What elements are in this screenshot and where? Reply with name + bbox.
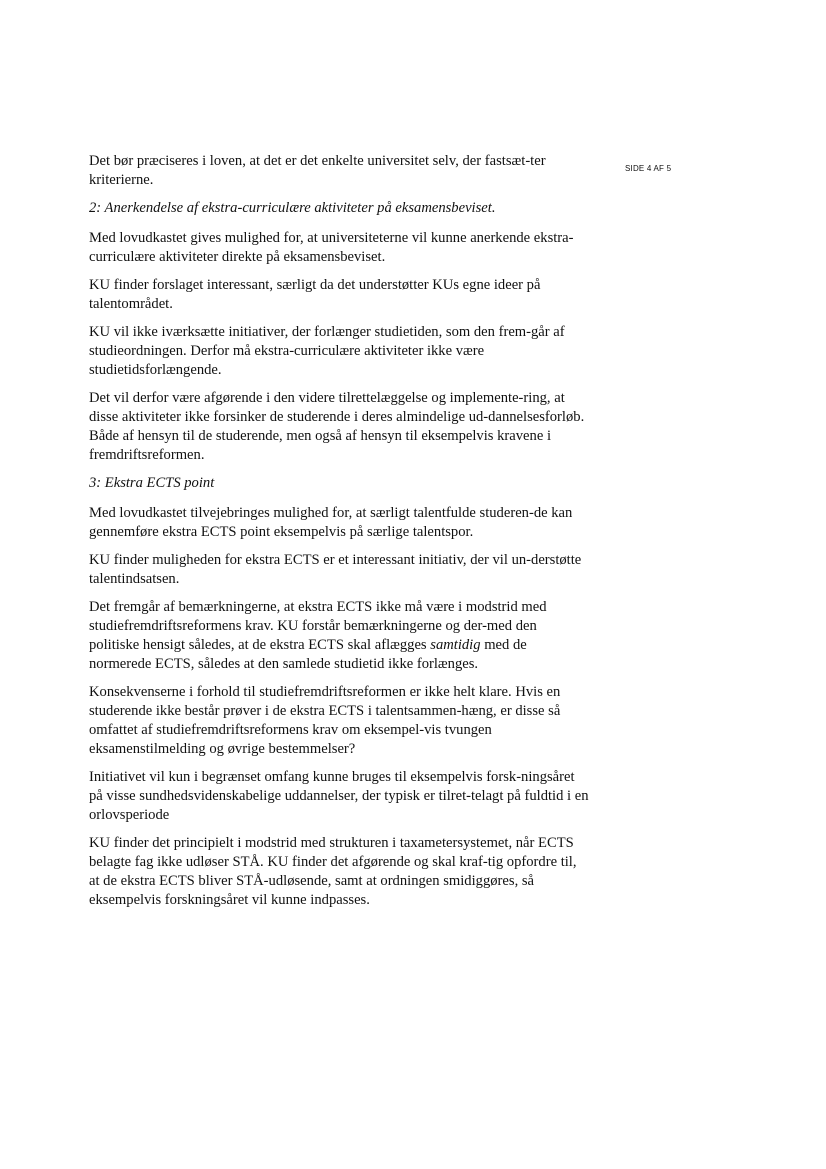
paragraph: KU vil ikke iværksætte initiativer, der forlænger studietiden, som den frem-går af studieordningen. Derfor må ekstra-curriculære aktiviteter ikke være studietidsforlængende. — [89, 324, 565, 378]
paragraph: KU finder det principielt i modstrid med strukturen i taxametersystemet, når ECTS belagte fag ikke udløser STÅ. KU finder det afgørende og skal kraf-tig opfordre til, at de ekstra ECTS bliver STÅ-udløsende, samt at ordningen smidiggøres, så eksempelvis forskningsåret vil kunne indpasses. — [89, 835, 577, 908]
paragraph-criteria: Det bør præciseres i loven, at det er det enkelte universitet selv, der fastsæt-ter kriterierne. — [89, 153, 546, 188]
text-after: med de normerede ECTS, således at den samlede studietid ikke forlænges. — [89, 637, 527, 672]
paragraph-samtidig — [89, 598, 589, 674]
paragraph: Det vil derfor være afgørende i den videre tilrettelæggelse og implemente-ring, at disse aktiviteter ikke forsinker de studerende i deres almindelige ud-dannelsesforløb. Både af hensyn til de studerende, men også af hensyn til eksempelvis kravene i fremdriftsreformen. — [89, 390, 585, 463]
page-number-label: SIDE 4 AF 5 — [625, 164, 672, 173]
section-heading-2: 2: Anerkendelse af ekstra-curriculære aktiviteter på eksamensbeviset. — [89, 200, 496, 216]
paragraph: Initiativet vil kun i begrænset omfang kunne bruges til eksempelvis forsk-ningsåret på visse sundhedsvidenskabelige uddannelser, der typisk er tilret-telagt på fuldtid i en orlovsperiode — [89, 769, 589, 823]
text-before: Det fremgår af bemærkningerne, at ekstra ECTS ikke må være i modstrid med studiefremdriftsreformens krav. KU forstår bemærkningerne og der-med den politiske hensigt således, at de ekstra ECTS skal aflægges — [89, 599, 547, 653]
paragraph: Med lovudkastet tilvejebringes mulighed for, at særligt talentfulde studeren-de kan gennemføre ekstra ECTS point eksempelvis på særlige talentspor. — [89, 505, 573, 540]
section-heading-3: 3: Ekstra ECTS point — [89, 475, 215, 491]
paragraph: KU finder muligheden for ekstra ECTS er et interessant initiativ, der vil un-derstøtte talentindsatsen. — [89, 552, 582, 587]
document-body — [89, 152, 589, 919]
paragraph: Konsekvenserne i forhold til studiefremdriftsreformen er ikke helt klare. Hvis en studerende ikke består prøver i de ekstra ECTS i talentsammen-hæng, er disse så omfattet af studiefremdriftsreformens krav om eksempel-vis tvungen eksamenstilmelding og øvrige bestemmelser? — [89, 684, 561, 757]
paragraph: KU finder forslaget interessant, særligt da det understøtter KUs egne ideer på talentområdet. — [89, 277, 541, 312]
paragraph: Med lovudkastet gives mulighed for, at universiteterne vil kunne anerkende ekstra-curriculære aktiviteter direkte på eksamensbeviset. — [89, 230, 574, 265]
emphasis-text: samtidig — [430, 637, 481, 653]
